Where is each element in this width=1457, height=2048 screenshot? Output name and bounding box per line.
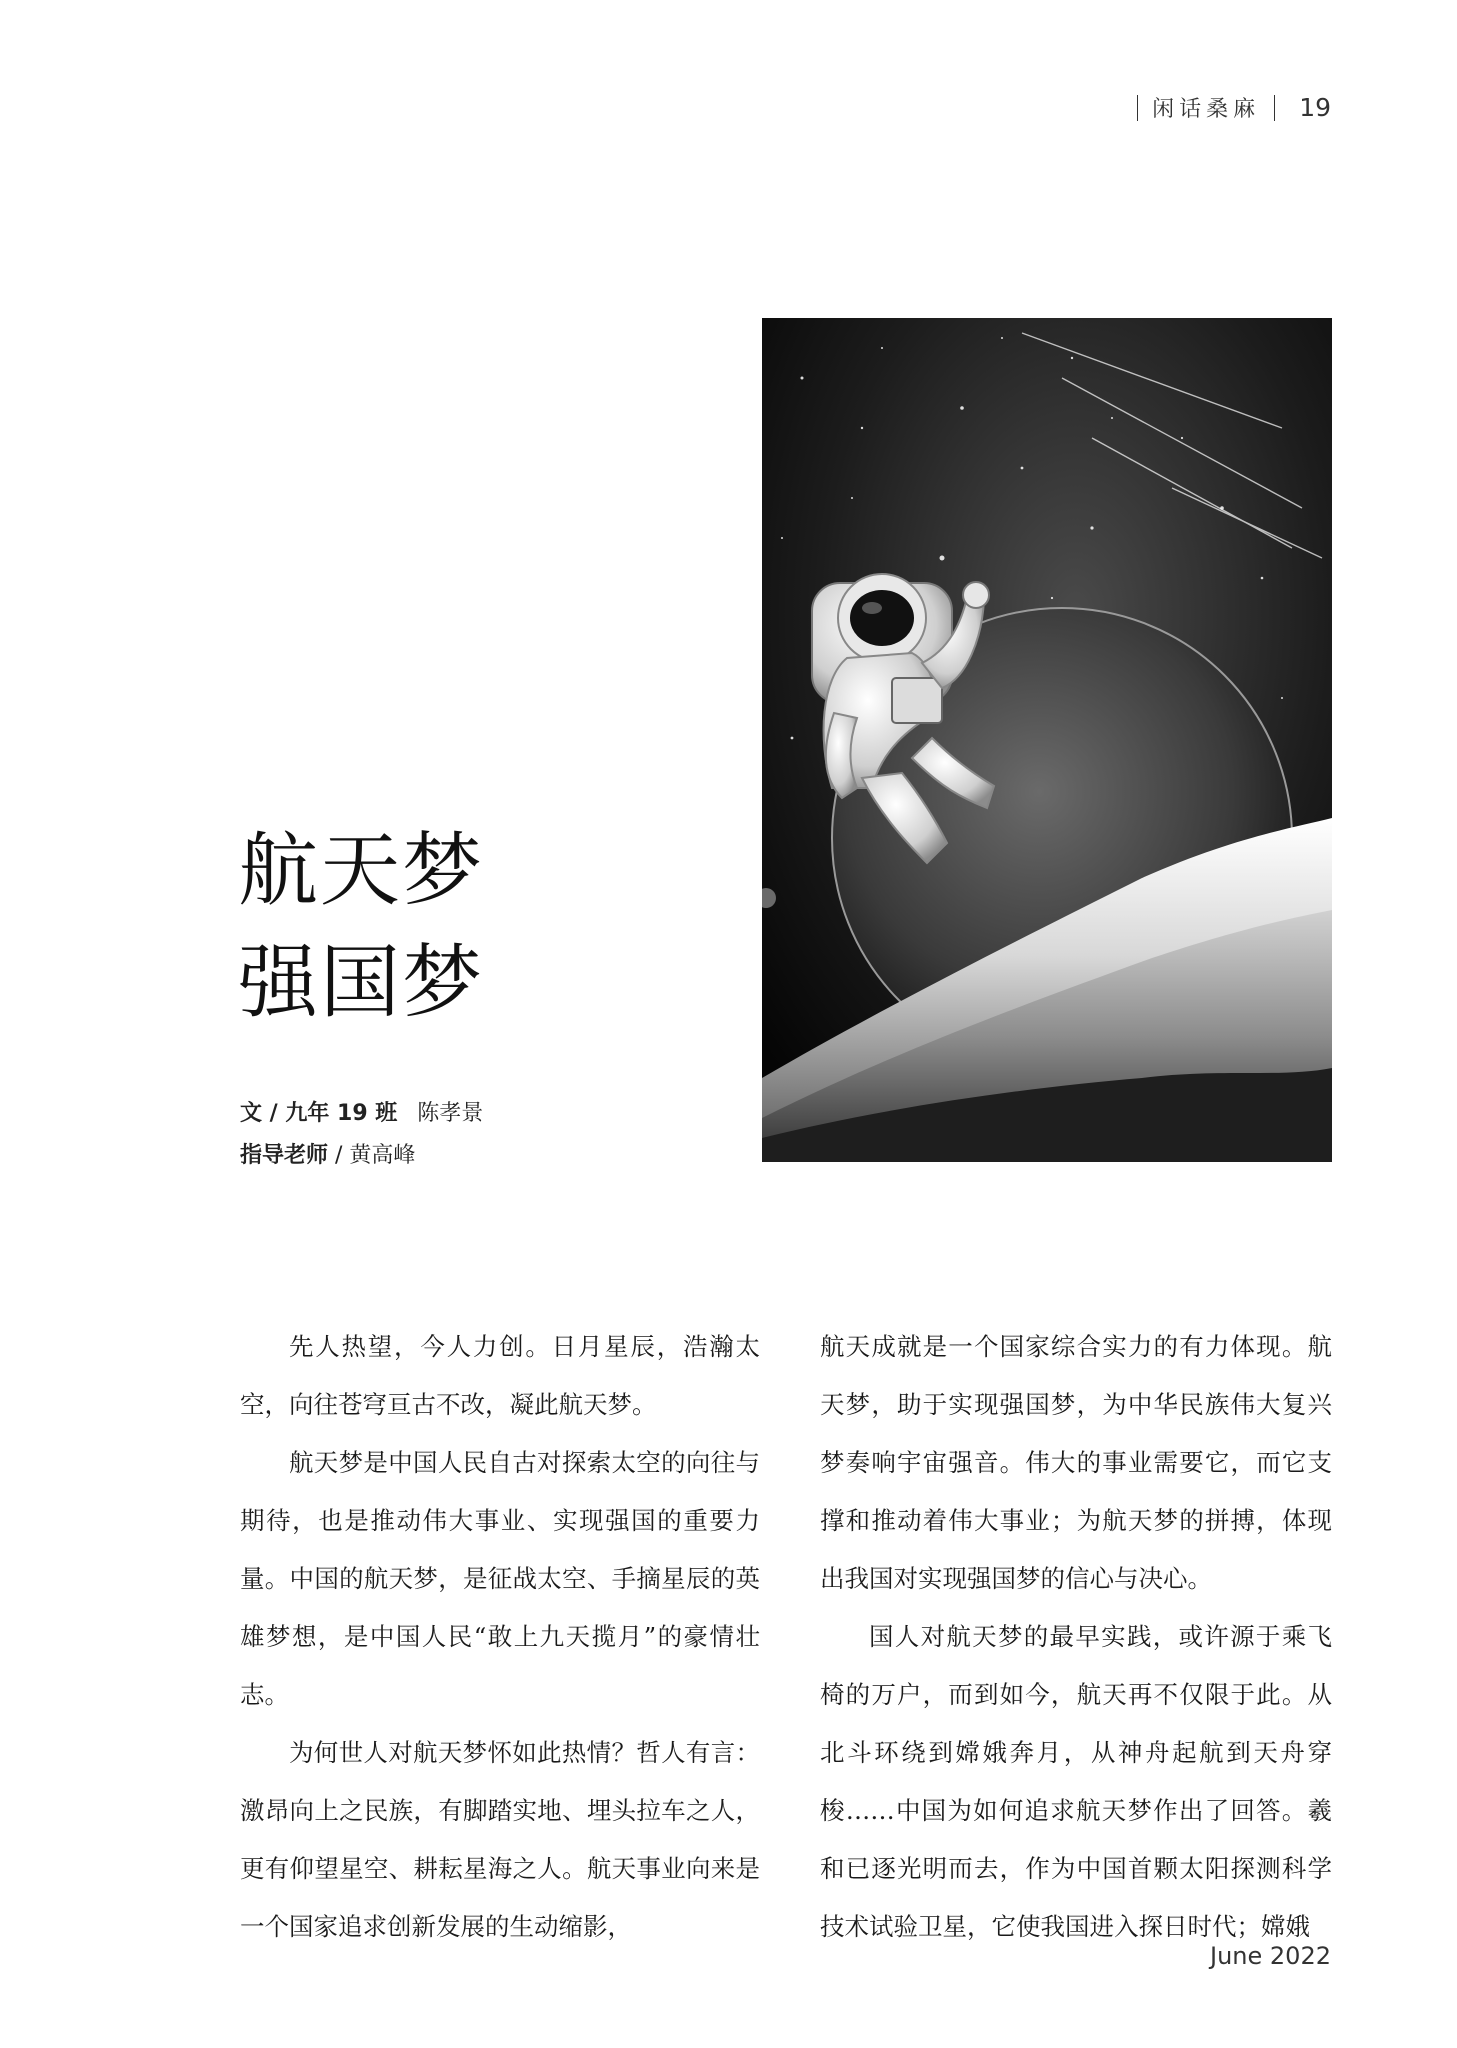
author-name: 陈孝景: [417, 1101, 484, 1126]
paragraph: 先人热望，今人力创。日月星辰，浩瀚太空，向往苍穹亘古不改，凝此航天梦。: [240, 1332, 760, 1419]
paragraph: 为何世人对航天梦怀如此热情？哲人有言：激昂向上之民族，有脚踏实地、埋头拉车之人，更有仰望星空、耕耘星海之人。航天事业向来是一个国家追求创新发展的生动缩影，: [240, 1738, 760, 1941]
header-divider-left: [1137, 95, 1138, 121]
running-header: [1137, 92, 1331, 123]
paragraph: 航天梦是中国人民自古对探索太空的向往与期待，也是推动伟大事业、实现强国的重要力量。中国的航天梦，是征战太空、手摘星辰的英雄梦想，是中国人民“敢上九天揽月”的豪情壮志。: [240, 1448, 760, 1709]
footer-date: June 2022: [1210, 1942, 1331, 1970]
teacher-label: 指导老师: [240, 1143, 329, 1168]
page-number: 19: [1299, 93, 1331, 122]
title-line-1: 航天梦: [238, 824, 484, 917]
hero-image: [762, 318, 1332, 1162]
title-line-2: 强国梦: [238, 936, 484, 1029]
article-title: [238, 815, 484, 1039]
author-line: [240, 1093, 483, 1135]
header-divider-right: [1274, 95, 1275, 121]
astronaut-illustration: [762, 318, 1332, 1162]
paragraph-continued: 航天成就是一个国家综合实力的有力体现。航天梦，助于实现强国梦，为中华民族伟大复兴梦奏响宇宙强音。伟大的事业需要它，而它支撑和推动着伟大事业；为航天梦的拼搏，体现出我国对实现强国梦的信心与决心。: [820, 1332, 1332, 1593]
byline: [240, 1093, 483, 1177]
body-column-right: [820, 1318, 1332, 1956]
body-column-left: [240, 1318, 760, 1956]
teacher-name: / 黄高峰: [328, 1143, 416, 1168]
paragraph: 国人对航天梦的最早实践，或许源于乘飞椅的万户，而到如今，航天再不仅限于此。从北斗环绕到嫦娥奔月，从神舟起航到天舟穿梭……中国为如何追求航天梦作出了回答。羲和已逐光明而去，作为中国首颗太阳探测科学技术试验卫星，它使我国进入探日时代；嫦娥: [820, 1622, 1332, 1941]
section-name: 闲话桑麻: [1152, 97, 1261, 122]
author-prefix: 文 / 九年 19 班: [240, 1101, 398, 1126]
teacher-line: [240, 1135, 483, 1177]
